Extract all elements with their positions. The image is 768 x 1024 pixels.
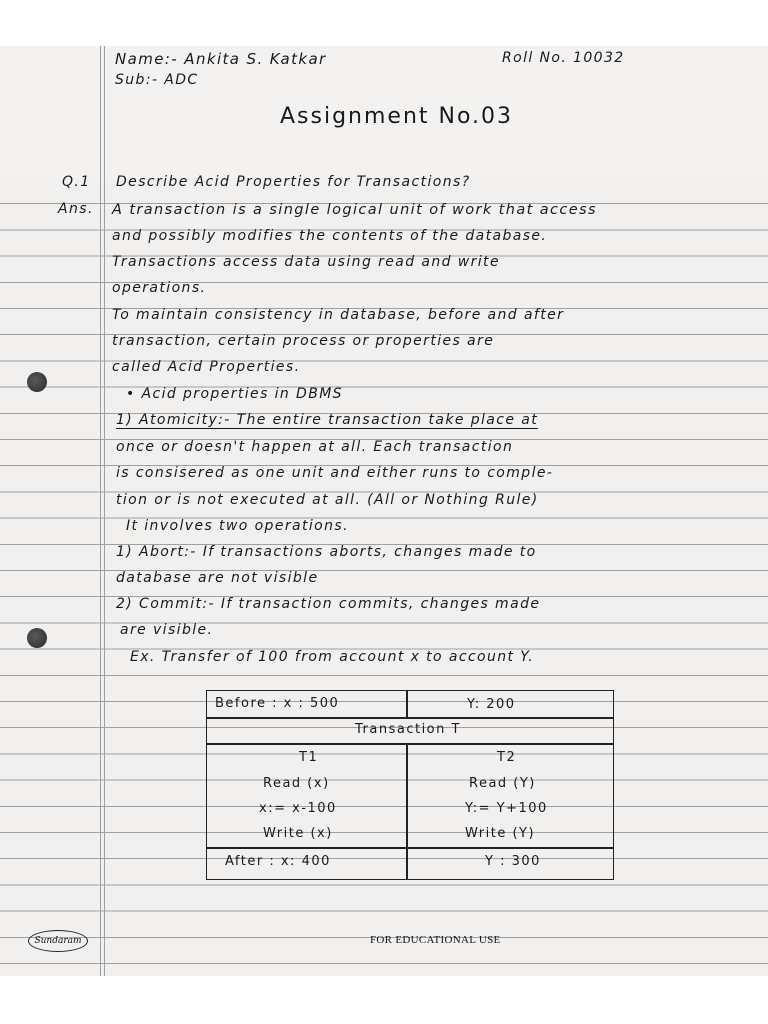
answer-line: and possibly modifies the contents of the database.: [112, 228, 548, 244]
answer-line: To maintain consistency in database, before and after: [112, 307, 565, 323]
answer-line: 1) Atomicity:- The entire transaction take place at: [116, 412, 539, 428]
table-cell: Read (x): [263, 776, 330, 791]
binder-hole: [27, 372, 47, 392]
after-y: Y : 300: [485, 854, 541, 869]
answer-line: Ex. Transfer of 100 from account x to account Y.: [130, 649, 535, 665]
answer-line: called Acid Properties.: [112, 359, 301, 375]
answer-line: 2) Commit:- If transaction commits, changes made: [116, 596, 541, 612]
table-cell: Write (x): [263, 826, 333, 841]
table-cell: Read (Y): [469, 776, 536, 791]
answer-label: Ans.: [58, 201, 94, 217]
table-cell: Write (Y): [465, 826, 536, 841]
subject: Sub:- ADC: [115, 72, 199, 88]
answer-line: It involves two operations.: [126, 518, 349, 534]
answer-line: A transaction is a single logical unit of work that access: [112, 202, 597, 218]
answer-line: • Acid properties in DBMS: [126, 386, 343, 402]
table-divider: [406, 743, 408, 879]
brand-logo: Sundaram: [28, 930, 88, 952]
table-divider: [207, 847, 613, 849]
margin-line: [104, 46, 105, 976]
roll-number: Roll No. 10032: [502, 50, 625, 66]
answer-line: transaction, certain process or properties are: [112, 333, 495, 349]
page-title: Assignment No.03: [280, 104, 514, 129]
table-cell: Y:= Y+100: [465, 801, 548, 816]
notebook-page: [0, 46, 768, 976]
table-divider: [207, 717, 613, 719]
table-cell: x:= x-100: [259, 801, 337, 816]
table-divider: [207, 743, 613, 745]
binder-hole: [27, 628, 47, 648]
answer-line: are visible.: [120, 622, 214, 638]
answer-line: database are not visible: [116, 570, 319, 586]
before-y: Y: 200: [467, 697, 516, 712]
answer-line: once or doesn't happen at all. Each transaction: [116, 439, 514, 455]
transaction-table: [206, 690, 614, 880]
student-name: Name:- Ankita S. Katkar: [115, 50, 327, 68]
question-text: Describe Acid Properties for Transactions?: [116, 174, 471, 190]
footer-text: FOR EDUCATIONAL USE: [370, 934, 501, 946]
answer-line: tion or is not executed at all. (All or Nothing Rule): [116, 492, 539, 508]
table-caption: Transaction T: [355, 722, 461, 737]
margin-line: [100, 46, 101, 976]
answer-line: 1) Abort:- If transactions aborts, changes made to: [116, 544, 537, 560]
column-header-t1: T1: [299, 750, 319, 765]
question-label: Q.1: [62, 174, 91, 190]
page-footer: [0, 926, 768, 956]
answer-line: is consisered as one unit and either runs to comple-: [116, 465, 554, 481]
column-header-t2: T2: [497, 750, 517, 765]
after-x: After : x: 400: [225, 854, 331, 869]
answer-line: Transactions access data using read and write: [112, 254, 500, 270]
table-divider: [406, 691, 408, 717]
before-x: Before : x : 500: [215, 696, 340, 711]
answer-line: operations.: [112, 280, 207, 296]
